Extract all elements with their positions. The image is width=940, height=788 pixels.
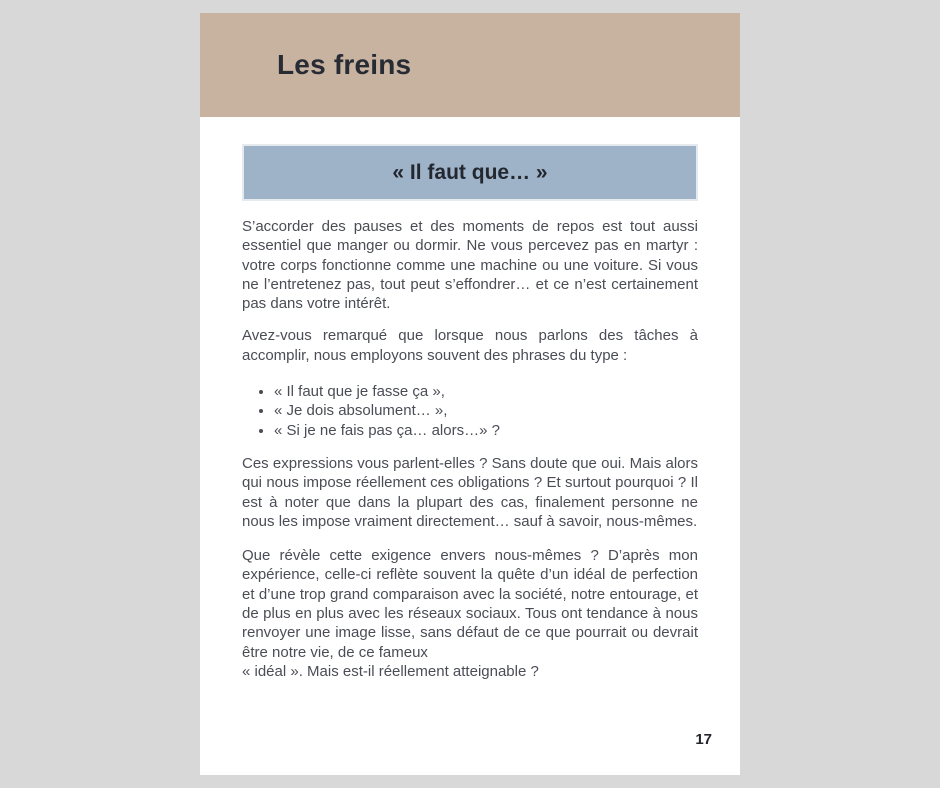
paragraph-2: Avez-vous remarqué que lorsque nous parlons des tâches à accomplir, nous employons souvent des phrases du type : — [242, 327, 698, 364]
paragraph-4-part-2: « idéal ». Mais est-il réellement atteignable ? — [242, 662, 539, 680]
page-number: 17 — [695, 731, 712, 748]
paragraph-4-part-1: Que révèle cette exigence envers nous-mêmes ? D’après mon expérience, celle-ci reflète souvent la quête d’un idéal de perfection et d’une trop grand comparaison avec la société, notre entourage, et de plus en plus avec les réseaux sociaux. Tous ont tendance à nous renvoyer une image lisse, sans défaut de ce que pourrait ou devrait être notre vie, de ce fameux — [242, 547, 698, 661]
paragraph-3: Ces expressions vous parlent-elles ? Sans doute que oui. Mais alors qui nous impose réellement ces obligations ? Et surtout pourquoi ? Il est à noter que dans la plupart des cas, finalement personne ne nous les impose vraiment directement… sauf à savoir, nous-mêmes. — [242, 454, 698, 530]
section-banner — [242, 144, 698, 201]
section-title: « Il faut que… » — [392, 160, 548, 184]
list-item: • « Je dois absolument… », — [274, 401, 698, 420]
quote-list — [242, 382, 698, 440]
paragraph-4 — [242, 546, 698, 681]
list-item: • « Si je ne fais pas ça… alors…» ? — [274, 421, 698, 440]
paragraph-1: S’accorder des pauses et des moments de repos est tout aussi essentiel que manger ou dormir. Ne vous percevez pas en martyr : votre corps fonctionne comme une machine ou une voiture. Si vous ne l’entretenez pas, tout peut s’effondrer… et ce n’est certainement pas dans votre intérêt. — [242, 218, 698, 313]
list-item: • « Il faut que je fasse ça », — [274, 382, 698, 401]
document-page — [200, 13, 740, 775]
page-content — [200, 144, 740, 681]
chapter-title: Les freins — [277, 49, 412, 80]
chapter-header-band — [200, 13, 740, 117]
